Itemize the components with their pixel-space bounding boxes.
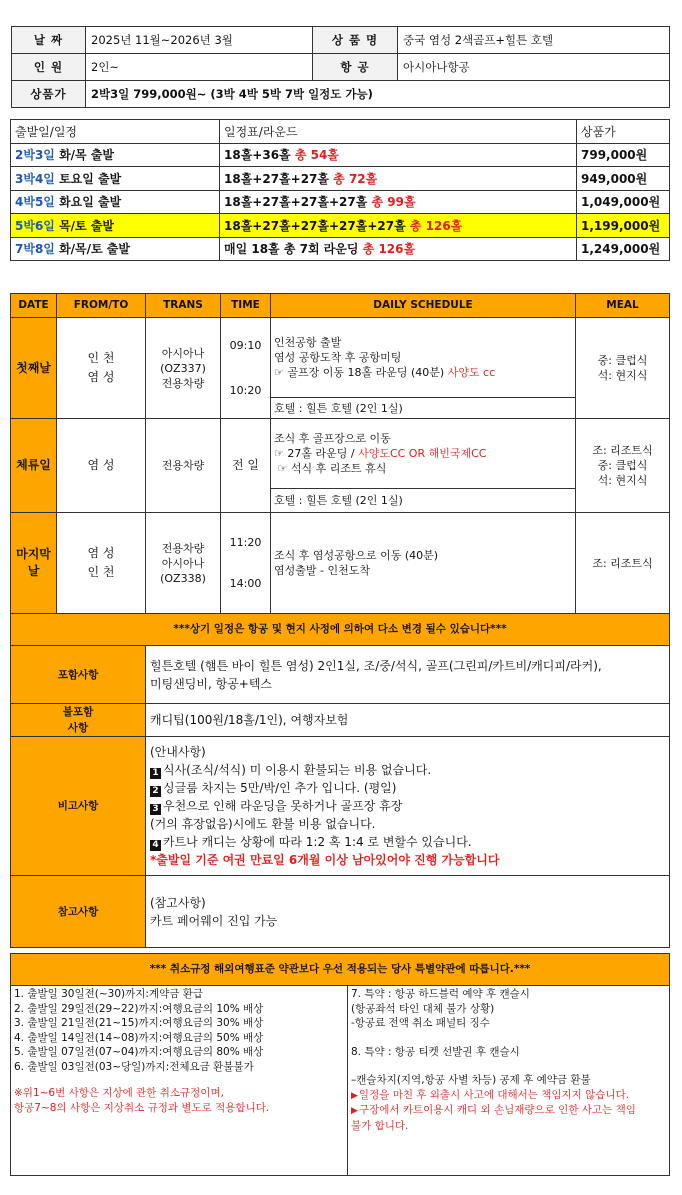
day2-hotel: 호텔 : 힐튼 호텔 (2인 1실): [271, 489, 576, 513]
day2-meal-dinner: 석: 현지식: [597, 474, 648, 487]
day1-meal-lunch: 중: 클럽식: [597, 354, 648, 367]
package-total-holes: 총 72홀: [333, 171, 378, 186]
day1-round-text: ☞ 골프장 이동 18홀 라운딩 (40분): [274, 366, 448, 379]
day1-hotel: 호텔 : 힐튼 호텔 (2인 1실): [271, 398, 576, 419]
package-days: [11, 167, 220, 191]
day2-meal-breakfast: 조: 리조트식: [592, 444, 653, 457]
package-days: [11, 190, 220, 214]
package-days: [11, 143, 220, 167]
reference-line: 카트 페어웨이 진입 가능: [150, 913, 278, 928]
package-rounds: [220, 214, 577, 238]
special-term-warning-text: 불가 합니다.: [351, 1119, 409, 1132]
day2-schedule-line: [274, 446, 575, 461]
day3-time-arrive: 14:00: [229, 577, 262, 590]
package-rounds-text: 매일 18홀 총 7회 라운딩: [224, 242, 363, 257]
included-line: 힐튼호텔 (햄튼 바이 힐튼 염성) 2인1실, 조/중/석식, 골프(그린피/카트비/캐디피/라커),: [150, 658, 602, 673]
product-value: 중국 염성 2색골프+힐튼 호텔: [398, 27, 670, 54]
special-term: -항공료 전액 취소 패널티 징수: [351, 1017, 490, 1029]
package-days: [11, 237, 220, 261]
date-label: 날 짜: [12, 27, 86, 54]
package-nights: 2박3일: [15, 148, 55, 163]
remarks-text: [146, 737, 670, 876]
cancellation-rule: 2. 출발일 29일전(29~22)까지:여행요금의 10% 배상: [14, 1002, 264, 1015]
package-row: [11, 167, 670, 191]
package-rounds-text: 18홀+27홀+27홀+27홀+27홀: [224, 218, 410, 233]
day3-trans-flight: (OZ338): [160, 571, 206, 585]
package-departure: 토요일 출발: [54, 171, 122, 186]
day1-from: 인 천: [87, 351, 115, 365]
package-header-schedule: 출발일/일정: [11, 120, 220, 144]
excluded-text: 캐디팁(100원/18홀/1인), 여행자보험: [146, 704, 670, 737]
remarks-title: (안내사항): [150, 745, 206, 759]
cancellation-rule: 6. 출발일 03일전(03~당일)까지:전체요금 환불불가: [14, 1060, 254, 1073]
package-rounds-text: 18홀+27홀+27홀: [224, 171, 334, 186]
included-line: 미팅샌딩비, 항공+텍스: [150, 676, 273, 691]
package-departure: 화요일 출발: [54, 195, 122, 210]
cancellation-title: *** 취소규정 해외여행표준 약관보다 우선 적용되는 당사 특별약관에 따릅니다.***: [11, 954, 670, 986]
price-label: 상품가: [12, 81, 86, 108]
special-term-warning: [351, 1103, 666, 1119]
package-header-price: 상품가: [577, 120, 670, 144]
package-rounds: [220, 190, 577, 214]
day1-schedule-line: 염성 공항도착 후 공항미팅: [274, 351, 402, 364]
day3-schedule: [271, 513, 576, 614]
package-price: 799,000원: [577, 143, 670, 167]
day3-fromto: [57, 513, 146, 614]
day2-schedule: [271, 419, 576, 489]
package-departure: 목/토 출발: [54, 218, 114, 233]
day1-trans: [146, 318, 221, 419]
arrow-right-icon: ▶: [351, 1106, 358, 1116]
special-term: (항공좌석 타인 대체 불가 상황): [351, 1002, 495, 1015]
special-term: –캔슬차지(지역,항공 사별 차등) 공제 후 예약금 환불: [351, 1074, 591, 1086]
package-nights: 3박4일: [15, 171, 55, 186]
day2-schedule-line: 조식 후 골프장으로 이동: [274, 432, 391, 445]
package-price: 949,000원: [577, 167, 670, 191]
date-value: 2025년 11월~2026년 3월: [86, 27, 313, 54]
package-total-holes: 총 99홀: [371, 195, 416, 210]
package-nights: 7박8일: [15, 242, 55, 257]
package-rounds: [220, 167, 577, 191]
reference-title: (참고사항): [150, 895, 206, 910]
day1-to: 염 성: [87, 370, 115, 384]
day3-meal: 조: 리조트식: [576, 513, 670, 614]
arrow-right-icon: ▶: [351, 1090, 358, 1101]
day2-time: 전 일: [221, 419, 271, 513]
package-price: 1,049,000원: [577, 190, 670, 214]
day1-trans-flight: (OZ337): [160, 361, 206, 375]
package-rounds-text: 18홀+27홀+27홀+27홀: [224, 195, 372, 210]
day1-golf-course: 사양도 cc: [447, 366, 496, 379]
day3-time: [221, 513, 271, 614]
price-value: 2박3일 799,000원~ (3박 4박 5박 7박 일정도 가능): [86, 81, 670, 108]
package-table: [10, 119, 670, 261]
cancellation-note: 항공7~8의 사항은 지상취소 규정과 별도로 적용합니다.: [14, 1101, 270, 1114]
included-label: 포함사항: [11, 646, 146, 704]
schedule-header-time: TIME: [221, 294, 271, 318]
passport-warning: *출발일 기준 여권 만료일 6개월 이상 남아있어야 진행 가능합니다: [150, 853, 500, 867]
product-info-table: [11, 26, 670, 108]
included-text: [146, 646, 670, 704]
remarks-label: 비고사항: [11, 737, 146, 876]
day2-fromto: 염 성: [57, 419, 146, 513]
remarks-item: [150, 833, 669, 851]
cancellation-rule: 4. 출발일 14일전(14~08)까지:여행요금의 50% 배상: [14, 1031, 264, 1044]
schedule-header-fromto: FROM/TO: [57, 294, 146, 318]
schedule-header-trans: TRANS: [146, 294, 221, 318]
remarks-item: [150, 797, 669, 815]
package-days: [11, 214, 220, 238]
remarks-item-text: 카트나 캐디는 상황에 따라 1:2 혹 1:4 로 변할수 있습니다.: [163, 835, 472, 849]
package-rounds-text: 18홀+36홀: [224, 148, 295, 163]
package-nights: 5박6일: [15, 218, 55, 233]
schedule-header-daily: DAILY SCHEDULE: [271, 294, 576, 318]
number-1-icon: 1: [150, 768, 161, 779]
package-total-holes: 총 54홀: [294, 148, 339, 163]
cancellation-rule: 5. 출발일 07일전(07~04)까지:여행요금의 80% 배상: [14, 1046, 264, 1058]
reference-text: [146, 876, 670, 948]
day2-date: 체류일: [11, 419, 57, 513]
day1-schedule-line: [274, 365, 575, 380]
day3-trans-vehicle: 전용차량: [161, 541, 205, 555]
package-total-holes: 총 126홀: [409, 218, 463, 233]
cancellation-table: [10, 953, 670, 1176]
remarks-item-text: 우천으로 인해 라운딩을 못하거나 골프장 휴장: [163, 799, 403, 813]
day2-schedule-line: ☞ 석식 후 리조트 휴식: [274, 462, 387, 475]
cancellation-right: [348, 986, 670, 1176]
excluded-label: [11, 704, 146, 737]
special-term: 7. 특약 : 항공 하드블럭 예약 후 캔슬시: [351, 988, 530, 1000]
package-rounds: [220, 237, 577, 261]
package-row-highlighted: [11, 214, 670, 238]
special-term: 8. 특약 : 항공 티켓 선발권 후 캔슬시: [351, 1045, 520, 1058]
day1-time-depart: 09:10: [229, 339, 262, 352]
number-4-icon: 4: [150, 840, 161, 851]
day2-golf-course: 사양도CC OR 해빈국제CC: [358, 447, 487, 460]
package-price: 1,249,000원: [577, 237, 670, 261]
schedule-header-meal: MEAL: [576, 294, 670, 318]
special-term-warning-text: 일정을 마친 후 외출시 사고에 대해서는 책임지지 않습니다.: [358, 1088, 630, 1101]
reference-label: 참고사항: [11, 876, 146, 948]
remarks-item-text: 싱글룸 차지는 5만/박/인 추가 입니다. (평일): [163, 781, 397, 795]
people-label: 인 원: [12, 54, 86, 81]
schedule-header-date: DATE: [11, 294, 57, 318]
package-departure: 화/목 출발: [54, 148, 114, 163]
remarks-item: [150, 761, 669, 779]
day2-trans: 전용차량: [146, 419, 221, 513]
special-term-warning-text: 구장에서 카트이용시 캐디 외 손님재량으로 인한 사고는 책임: [358, 1104, 636, 1116]
day2-round-text: ☞ 27홀 라운딩 /: [274, 447, 359, 460]
package-header-rounds: 일정표/라운드: [220, 120, 577, 144]
day3-to: 인 천: [87, 565, 115, 579]
package-row: [11, 237, 670, 261]
day3-schedule-line: 조식 후 염성공항으로 이동 (40분): [274, 549, 439, 562]
day1-time-arrive: 10:20: [229, 384, 262, 397]
airline-label: 항 공: [313, 54, 398, 81]
special-term-warning: [351, 1088, 666, 1104]
day1-fromto: [57, 318, 146, 419]
cancellation-left: [11, 986, 348, 1176]
day3-schedule-line: 염성출발 - 인천도착: [274, 564, 370, 577]
day3-date-line: 마지막: [16, 547, 51, 561]
schedule-notice: ***상기 일정은 항공 및 현지 사정에 의하여 다소 변경 될수 있습니다***: [11, 614, 670, 646]
day1-schedule-line: 인천공항 출발: [274, 336, 342, 349]
package-row: [11, 143, 670, 167]
day1-trans-airline: 아시아나: [161, 346, 205, 360]
number-2-icon: 2: [150, 786, 161, 797]
package-departure: 화/목/토 출발: [54, 242, 130, 257]
day3-date-line: 날: [27, 564, 40, 578]
day1-schedule: [271, 318, 576, 398]
cancellation-rule: 1. 출발일 30일전(~30)까지:계약금 환급: [14, 988, 203, 1000]
day1-date: 첫째날: [11, 318, 57, 419]
excluded-label-line: 불포함: [62, 706, 94, 718]
package-rounds: [220, 143, 577, 167]
day3-trans-airline: 아시아나: [161, 556, 205, 570]
excluded-label-line: 사항: [67, 722, 89, 734]
schedule-table: [10, 293, 670, 948]
remarks-item: [150, 779, 669, 797]
day3-trans: [146, 513, 221, 614]
day1-meal: [576, 318, 670, 419]
day3-date: [11, 513, 57, 614]
cancellation-note: ※위1~6번 사항은 지상에 관한 취소규정이며,: [14, 1087, 224, 1099]
day3-from: 염 성: [87, 546, 115, 560]
day3-time-depart: 11:20: [229, 536, 262, 549]
package-price: 1,199,000원: [577, 214, 670, 238]
people-value: 2인~: [86, 54, 313, 81]
day2-meal: [576, 419, 670, 513]
day1-meal-dinner: 석: 현지식: [597, 369, 648, 382]
remarks-item-text: 식사(조식/석식) 미 이용시 환불되는 비용 없습니다.: [163, 763, 432, 777]
package-row: [11, 190, 670, 214]
package-total-holes: 총 126홀: [362, 242, 416, 257]
package-nights: 4박5일: [15, 195, 55, 210]
day1-time: [221, 318, 271, 419]
day1-trans-vehicle: 전용차량: [161, 376, 205, 390]
day2-meal-lunch: 중: 클럽식: [597, 459, 648, 472]
remarks-item-text: (거의 휴장없음)시에도 환불 비용 없습니다.: [150, 817, 376, 831]
airline-value: 아시아나항공: [398, 54, 670, 81]
number-3-icon: 3: [150, 804, 161, 815]
cancellation-rule: 3. 출발일 21일전(21~15)까지:여행요금의 30% 배상: [14, 1017, 264, 1029]
product-label: 상 품 명: [313, 27, 398, 54]
